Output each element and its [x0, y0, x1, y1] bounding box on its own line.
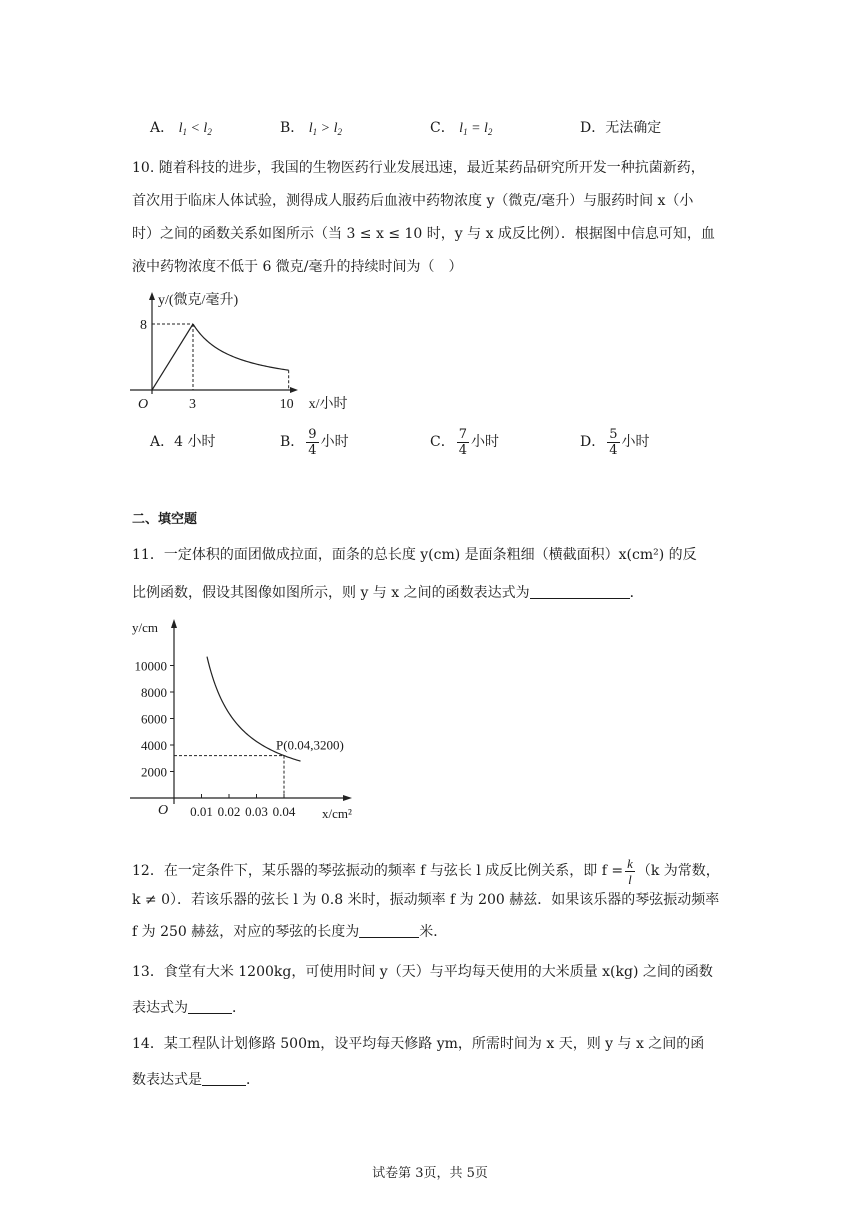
y-axis-arrow: [171, 619, 177, 628]
q12-answer-blank[interactable]: [359, 923, 419, 938]
y-tick-label: 2000: [141, 764, 167, 780]
option-label: D．: [580, 434, 606, 450]
x-axis-arrow: [343, 795, 352, 801]
q12-formula-fraction: [625, 856, 635, 887]
q10-line-1: 10. 随着科技的进步，我国的生物医药行业发展迅速，最近某药品研究所开发一种抗菌新药，: [132, 160, 705, 176]
option-label: C．: [430, 434, 455, 450]
q11-answer-blank[interactable]: [530, 584, 630, 599]
q9-option-c: [430, 118, 492, 142]
section-title-fill-in: 二、填空题: [132, 512, 198, 527]
q9-option-b: [280, 118, 342, 142]
q10-concentration-chart: [128, 286, 358, 414]
option-c-fraction: [457, 427, 469, 458]
option-label: A．: [150, 120, 175, 136]
q9-option-a: [150, 118, 212, 142]
fraction-denominator: l: [628, 871, 632, 887]
y-axis-label: y/cm: [132, 620, 158, 635]
q12-line-3-tail: 米．: [419, 924, 448, 940]
q14-line-2: 数表达式是 ．: [132, 1072, 260, 1088]
option-c-expr: $l_1 = l_2$: [459, 121, 493, 137]
fraction-numerator: 9: [308, 426, 317, 442]
q9-option-d: [580, 118, 661, 138]
option-b-expr: $l_1 > l_2$: [308, 121, 342, 137]
y-tick-label: 6000: [141, 711, 167, 727]
q10-line-2: 首次用于临床人体试验，测得成人服药后血液中药物浓度 y（微克/毫升）与服药时间 x（小: [132, 193, 694, 209]
q13-answer-blank[interactable]: [188, 999, 232, 1014]
option-d-fraction: [607, 427, 619, 458]
q11-line-1: 11．一定体积的面团做成拉面，面条的总长度 y(cm) 是面条粗细（横截面积）x(cm²) 的反: [132, 547, 697, 563]
q12-line-1-text: 12．在一定条件下，某乐器的琴弦振动的频率 f 与弦长 l 成反比例关系，即 f =: [132, 863, 624, 879]
q12-line-1-tail: （k 为常数，: [636, 863, 720, 879]
y-tick-label: 8: [140, 318, 147, 333]
origin-label: O: [138, 397, 149, 412]
q11-line-2: 比例函数，假设其图像如图所示，则 y 与 x 之间的函数表达式为 ．: [132, 585, 644, 601]
x-tick-label: 0.04: [272, 804, 296, 819]
q14-answer-blank[interactable]: [202, 1071, 246, 1086]
q12-line-1: [132, 853, 720, 889]
fraction-denominator: 4: [458, 442, 467, 458]
y-tick-label: 4000: [141, 738, 167, 753]
q10-option-a: [150, 432, 215, 452]
x-tick-label: 10: [279, 397, 294, 412]
q10-option-c: [430, 424, 499, 460]
q11-line-2-text: 比例函数，假设其图像如图所示，则 y 与 x 之间的函数表达式为: [132, 585, 530, 601]
x-axis-label: x/小时: [308, 397, 348, 412]
fraction-numerator: 7: [458, 426, 467, 442]
x-tick-label: 0.01: [190, 804, 213, 819]
option-label: C．: [430, 120, 455, 136]
x-tick-label: 0.02: [217, 804, 241, 819]
q10-option-b: [280, 424, 349, 460]
point-label: P(0.04,3200): [276, 737, 344, 753]
option-b-fraction: [306, 427, 318, 458]
q13-line-1: 13．食堂有大米 1200kg，可使用时间 y（天）与平均每天使用的大米质量 x(kg) 之间的函数: [132, 964, 713, 980]
q11-noodle-length-chart: [124, 614, 364, 826]
q13-line-2-text: 表达式为: [132, 1000, 188, 1016]
x-axis-arrow: [290, 387, 298, 393]
y-axis-label: y/(微克/毫升): [158, 293, 239, 308]
option-text: 无法确定: [605, 120, 662, 136]
q12-line-3: [132, 922, 447, 942]
option-label: B．: [280, 434, 305, 450]
q13-line-2: 表达式为 ．: [132, 1000, 246, 1016]
fraction-denominator: 4: [609, 442, 618, 458]
q10-option-d: [580, 424, 650, 460]
option-text: 4 小时: [174, 434, 216, 450]
x-axis-label: x/cm²: [322, 806, 352, 821]
fraction-numerator: 5: [609, 426, 618, 442]
option-label: A．: [150, 434, 175, 450]
q10-line-4: 液中药物浓度不低于 6 微克/毫升的持续时间为（ ）: [132, 259, 463, 275]
inverse-curve: [193, 324, 289, 370]
fraction-denominator: 4: [308, 442, 317, 458]
rise-segment: [152, 324, 193, 390]
x-tick-label: 0.03: [245, 804, 268, 819]
option-a-expr: $l_1 < l_2$: [178, 121, 212, 137]
option-unit: 小时: [320, 434, 349, 450]
option-label: B．: [280, 120, 305, 136]
q12-line-2: k ≠ 0）．若该乐器的弦长 l 为 0.8 米时，振动频率 f 为 200 赫兹．如果该乐器的琴弦振动频率: [132, 892, 720, 908]
q14-line-2-text: 数表达式是: [132, 1072, 202, 1088]
y-axis-arrow: [149, 292, 155, 300]
q14-line-1: 14．某工程队计划修路 500m，设平均每天修路 ym，所需时间为 x 天，则 y 与 x 之间的函: [132, 1036, 705, 1052]
option-label: D．: [580, 120, 606, 136]
fraction-numerator: k: [627, 855, 633, 871]
y-tick-label: 8000: [141, 685, 167, 700]
q10-line-3: 时）之间的函数关系如图所示（当 3 ≤ x ≤ 10 时，y 与 x 成反比例）．根据图中信息可知，血: [132, 226, 715, 242]
q12-line-3-text: f 为 250 赫兹，对应的琴弦的长度为: [132, 924, 360, 940]
x-tick-label: 3: [189, 397, 196, 412]
page-footer: 试卷第 3页，共 5页: [372, 1166, 488, 1181]
origin-label: O: [158, 803, 169, 818]
y-tick-label: 10000: [134, 658, 167, 674]
option-unit: 小时: [471, 434, 499, 450]
option-unit: 小时: [621, 434, 650, 450]
